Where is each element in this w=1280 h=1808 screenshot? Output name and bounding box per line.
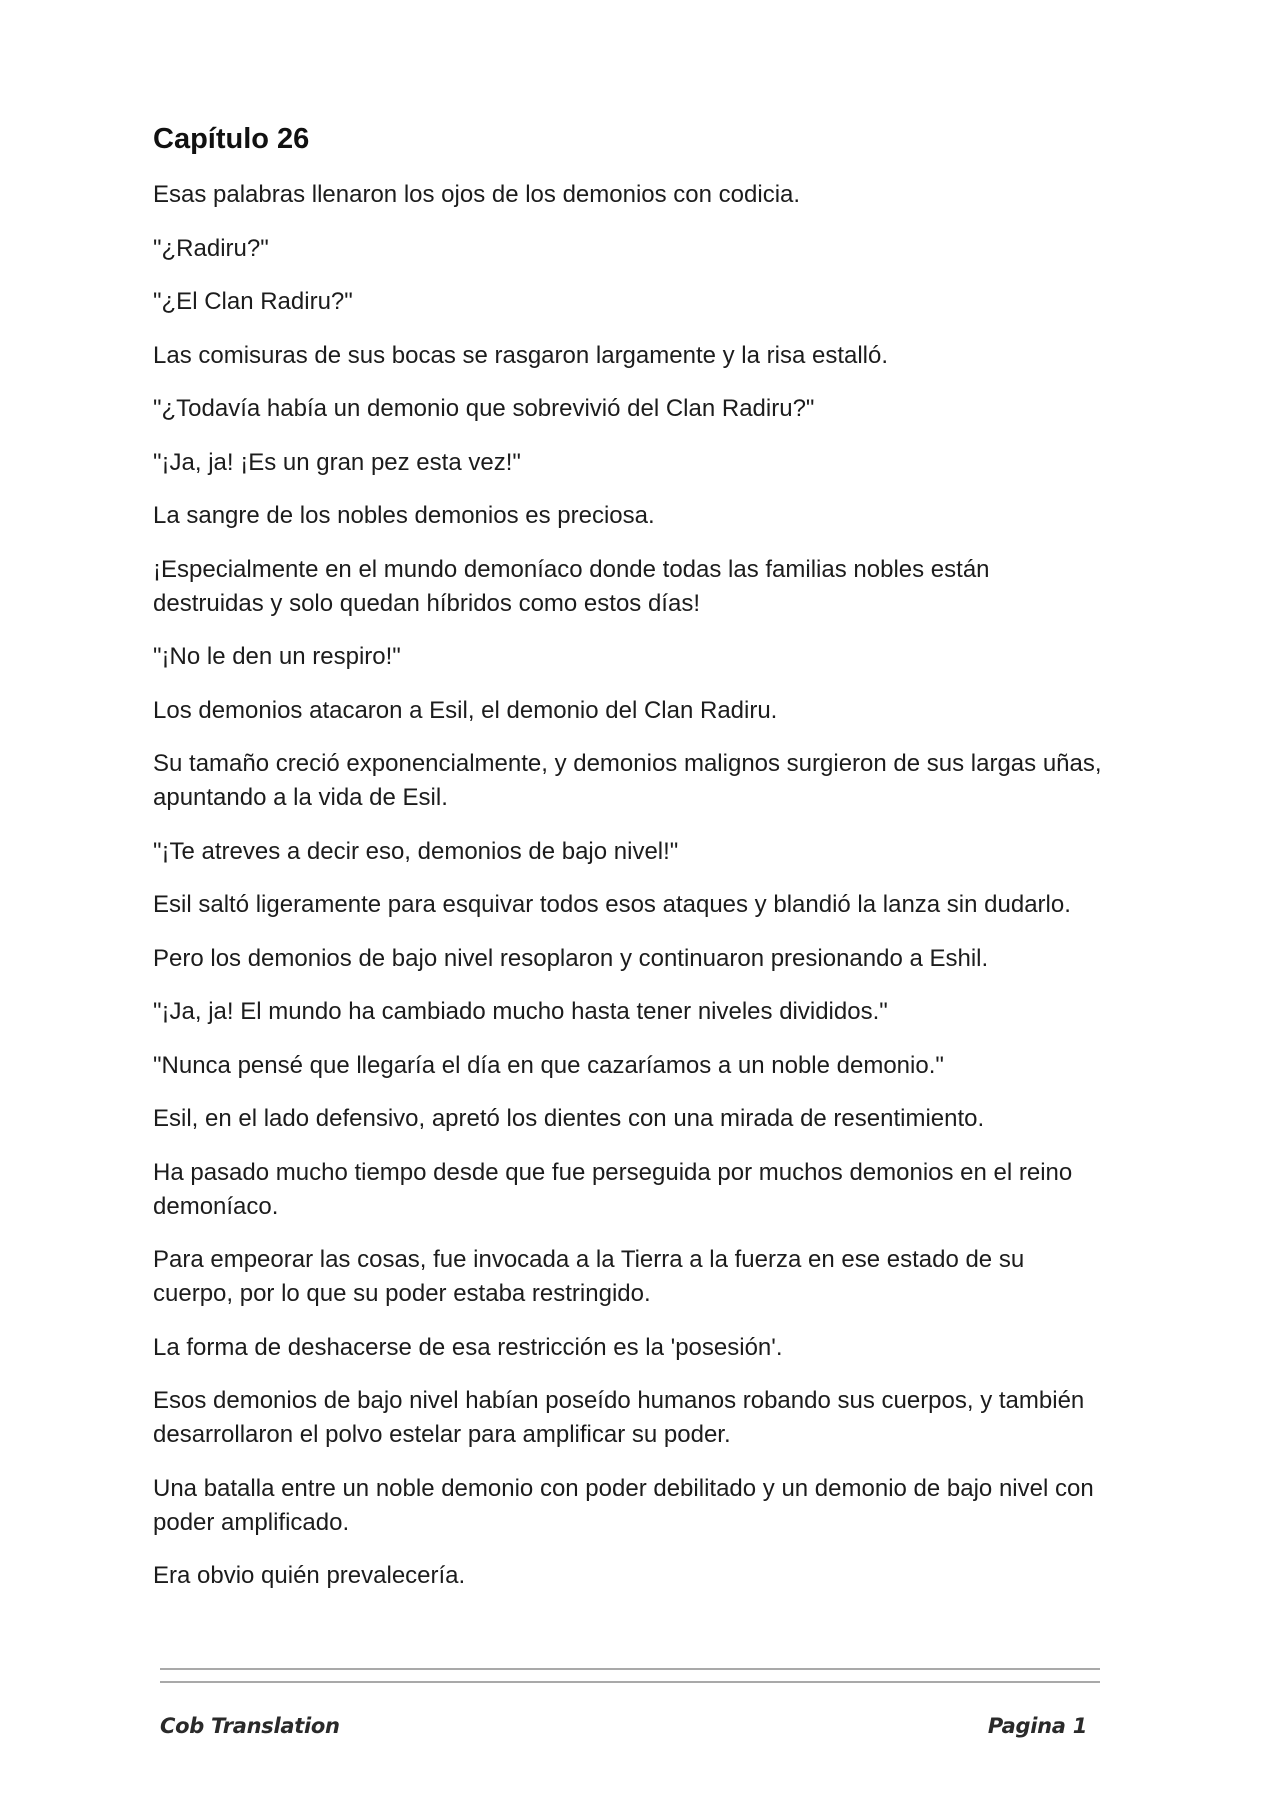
chapter-content [153,120,1103,1613]
paragraph: Una batalla entre un noble demonio con poder debilitado y un demonio de bajo nivel con poder amplificado. [153,1474,1094,1536]
paragraph: Los demonios atacaron a Esil, el demonio del Clan Radiru. [153,696,778,724]
paragraph: "¿El Clan Radiru?" [153,288,353,315]
paragraph: Ha pasado mucho tiempo desde que fue perseguida por muchos demonios en el reino demoníaco. [153,1158,1073,1220]
paragraph: "¿Radiru?" [153,234,269,262]
paragraph: "¡No le den un respiro!" [153,643,401,670]
paragraph: Esas palabras llenaron los ojos de los demonios con codicia. [153,181,801,208]
footer-credit: Cob Translation [160,1714,340,1738]
paragraph: "¿Todavía había un demonio que sobrevivió del Clan Radiru?" [153,395,815,422]
paragraph: Su tamaño creció exponencialmente, y demonios malignos surgieron de sus largas uñas, apuntando a la vida de Esil. [153,750,1102,811]
paragraph: La forma de deshacerse de esa restricción es la 'posesión'. [153,1333,783,1361]
paragraph: "¡Ja, ja! ¡Es un gran pez esta vez!" [153,448,521,476]
paragraph: "¡Ja, ja! El mundo ha cambiado mucho hasta tener niveles divididos." [153,998,888,1025]
paragraph: Pero los demonios de bajo nivel resoplaron y continuaron presionando a Eshil. [153,944,989,972]
paragraph: Era obvio quién prevalecería. [153,1562,466,1589]
paragraph: Esil saltó ligeramente para esquivar todos esos ataques y blandió la lanza sin dudarlo. [153,891,1071,918]
paragraph: Las comisuras de sus bocas se rasgaron largamente y la risa estalló. [153,341,889,369]
paragraph: Esil, en el lado defensivo, apretó los dientes con una mirada de resentimiento. [153,1105,985,1132]
paragraph: ¡Especialmente en el mundo demoníaco donde todas las familias nobles están destruidas y solo quedan híbridos como estos días! [153,555,990,617]
footer-page-number: Pagina 1 [987,1714,1087,1738]
paragraph: "Nunca pensé que llegaría el día en que cazaríamos a un noble demonio." [153,1051,944,1079]
footer-divider-bottom [160,1681,1100,1683]
paragraph: Para empeorar las cosas, fue invocada a la Tierra a la fuerza en ese estado de su cuerpo, por lo que su poder estaba restringido. [153,1246,1025,1307]
paragraph: La sangre de los nobles demonios es preciosa. [153,502,655,529]
chapter-title: Capítulo 26 [153,123,310,155]
paragraph: "¡Te atreves a decir eso, demonios de bajo nivel!" [153,837,679,865]
footer-divider-top [160,1668,1100,1670]
paragraph: Esos demonios de bajo nivel habían poseído humanos robando sus cuerpos, y también desarrollaron el polvo estelar para amplificar su poder. [153,1387,1085,1448]
